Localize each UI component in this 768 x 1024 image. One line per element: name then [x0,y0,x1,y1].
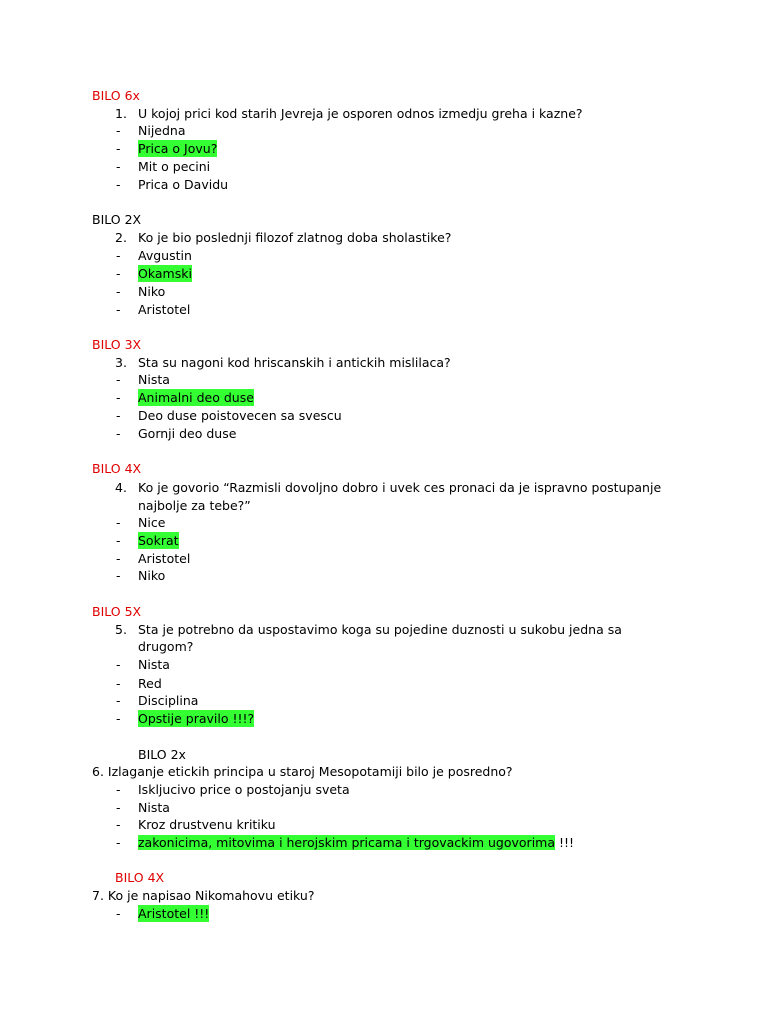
dash: - [116,693,121,708]
dash: - [116,372,121,387]
dash: - [116,248,121,263]
option-text: Aristotel [138,551,191,566]
option-text: Deo duse poistovecen sa svescu [138,408,342,423]
option-text: Aristotel [138,302,191,317]
q2-question-text: Ko je bio poslednji filozof zlatnog doba sholastike? [138,230,452,245]
option-text: Nista [138,657,170,672]
q3-question-text: Sta su nagoni kod hriscanskih i antickih mislilaca? [138,355,451,370]
q2-number: 2. [115,230,127,245]
q5-number: 5. [115,622,127,637]
dash: - [116,177,121,192]
dash: - [116,141,121,156]
q1-header: BILO 6x [92,88,140,103]
option-text: Gornji deo duse [138,426,237,441]
dash: - [116,568,121,583]
option-text: Mit o pecini [138,159,211,174]
dash: - [116,817,121,832]
option-text-highlighted: Aristotel !!! [138,906,210,921]
dash: - [116,284,121,299]
dash: - [116,159,121,174]
option-text: Nista [138,372,170,387]
q3-header: BILO 3X [92,337,142,352]
dash: - [116,906,121,921]
dash: - [116,533,121,548]
dash: - [116,676,121,691]
dash: - [116,835,121,850]
dash: - [116,657,121,672]
option-text-highlighted: Okamski [138,266,192,281]
q1-question-text: U kojoj prici kod starih Jevreja je osporen odnos izmedju greha i kazne? [138,106,583,121]
option-text: Nijedna [138,123,186,138]
q6-question: 6. Izlaganje etickih principa u staroj Mesopotamiji bilo je posredno? [92,764,513,779]
option-text-highlighted: zakonicima, mitovima i herojskim pricama i trgovackim ugovorima [138,835,556,850]
option-text: Niko [138,284,166,299]
option-text-highlighted: Opstije pravilo !!!? [138,711,255,726]
option-text: Iskljucivo price o postojanju sveta [138,782,350,797]
dash: - [116,800,121,815]
q7-question: 7. Ko je napisao Nikomahovu etiku? [92,888,315,903]
q5-question-line2: drugom? [138,639,194,654]
q3-number: 3. [115,355,127,370]
option-text-highlighted: Sokrat [138,533,179,548]
dash: - [116,515,121,530]
option-text-highlighted: Animalni deo duse [138,390,254,405]
dash: - [116,782,121,797]
option-text: Nice [138,515,166,530]
option-text: Niko [138,568,166,583]
option-text: Prica o Davidu [138,177,229,192]
q4-question-line1: Ko je govorio “Razmisli dovoljno dobro i uvek ces pronaci da je ispravno postupanje [138,480,662,495]
q4-question-line2: najbolje za tebe?” [138,498,251,513]
dash: - [116,390,121,405]
dash: - [116,711,121,726]
option-text: Red [138,676,162,691]
option-text-highlighted: Prica o Jovu? [138,141,218,156]
option-suffix: !!! [555,835,575,850]
q6-header: BILO 2x [138,747,186,762]
dash: - [116,123,121,138]
option-text: Disciplina [138,693,199,708]
dash: - [116,408,121,423]
option-text: Avgustin [138,248,192,263]
q7-header: BILO 4X [115,870,165,885]
option-text-wrap [138,834,574,851]
dash: - [116,302,121,317]
option-text: Kroz drustvenu kritiku [138,817,276,832]
q4-number: 4. [115,480,127,495]
option-text: Nista [138,800,170,815]
dash: - [116,551,121,566]
q5-question-line1: Sta je potrebno da uspostavimo koga su pojedine duznosti u sukobu jedna sa [138,622,622,637]
q4-header: BILO 4X [92,461,142,476]
dash: - [116,426,121,441]
q2-header: BILO 2X [92,212,142,227]
q1-number: 1. [115,106,127,121]
q5-header: BILO 5X [92,604,142,619]
dash: - [116,266,121,281]
